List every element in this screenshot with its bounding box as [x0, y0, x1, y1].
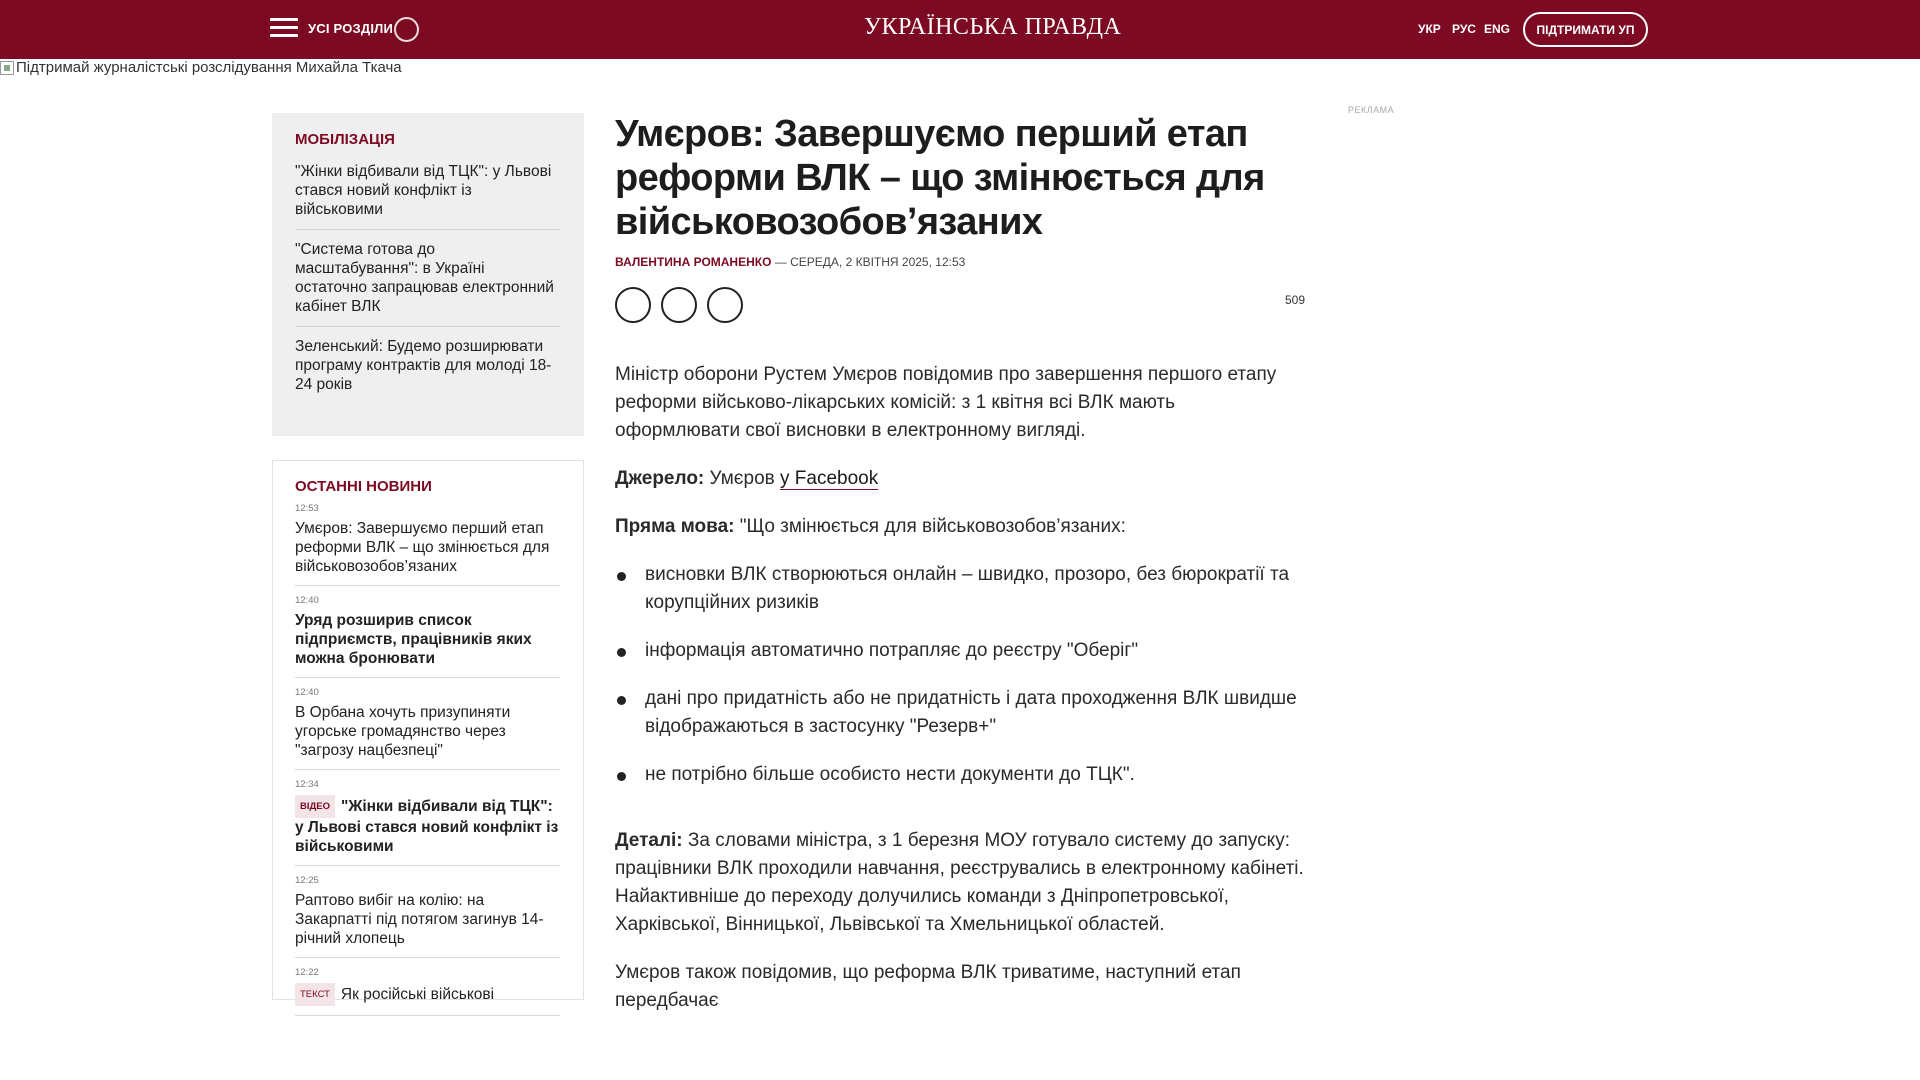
share-row [615, 287, 1305, 325]
article-headline: Умєров: Завершуємо перший етап реформи ВЛК – що змінюється для військовозобов’язаних [615, 113, 1265, 243]
news-time: 12:40 [295, 687, 319, 698]
news-headline-wrap[interactable] [295, 983, 560, 1006]
news-item[interactable] [295, 967, 560, 1016]
twitter-share-icon[interactable] [661, 287, 697, 323]
mobilization-item[interactable]: "Система готова до масштабування": в Україні остаточно запрацював електронний кабінет ВЛК [295, 240, 560, 327]
lang-rus[interactable]: РУС [1452, 22, 1476, 36]
details-text: За словами міністра, з 1 березня МОУ готувало систему до запуску: працівники ВЛК проходили навчання, реєструвались в електронному кабінеті. Найактивніше до переходу долучились команди з Дніпропетровської, Харківської, Вінницької, Львівської та Хмельницької областей. [615, 830, 1304, 935]
mobilization-box [272, 113, 584, 436]
article-paragraph: Міністр оборони Рустем Умєров повідомив про завершення першого етапу реформи військово-лікарських комісій: з 1 квітня всі ВЛК мають оформлювати свої висновки в електронному вигляді. [615, 364, 1277, 441]
details-paragraph [615, 827, 1305, 939]
cutoff-paragraph: Умєров також повідомив, що реформа ВЛК триватиме, наступний етап передбачає [615, 962, 1241, 1011]
menu-icon[interactable] [270, 18, 298, 40]
site-header [0, 0, 1920, 59]
view-count: 509 [1284, 293, 1305, 307]
text-tag: ТЕКСТ [295, 983, 335, 1006]
news-item[interactable] [295, 875, 560, 958]
news-headline[interactable]: "Жінки відбивали від ТЦК": у Львові стався новий конфлікт із військовими [295, 798, 559, 855]
news-headline[interactable]: Умєров: Завершуємо перший етап реформи ВЛК – що змінюється для військовозобов’язаних [295, 520, 550, 575]
byline [615, 255, 1305, 269]
broken-image-icon [0, 61, 14, 75]
news-time: 12:53 [295, 503, 319, 514]
quote-label: Пряма мова: [615, 516, 735, 537]
ad-label: РЕКЛАМА [1348, 105, 1395, 115]
quote-paragraph [615, 513, 1305, 541]
all-sections-link[interactable]: УСІ РОЗДІЛИ [308, 21, 393, 36]
news-headline[interactable]: Раптово вибіг на колію: на Закарпатті під потягом загинув 14-річний хлопець [295, 892, 544, 947]
latest-news-title[interactable]: ОСТАННІ НОВИНИ [295, 478, 432, 495]
facebook-link[interactable]: у Facebook [780, 468, 879, 489]
news-headline-wrap[interactable] [295, 795, 560, 856]
mobilization-item[interactable]: Зеленський: Будемо розширювати програму контрактів для молоді 18-24 років [295, 338, 552, 393]
quote-list [615, 561, 1305, 789]
quote-bullet: висновки ВЛК створюються онлайн – швидко, прозоро, без бюрократії та корупційних ризиків [615, 561, 1305, 617]
telegram-share-icon[interactable] [707, 287, 743, 323]
mobilization-title[interactable]: МОБІЛІЗАЦІЯ [295, 131, 395, 148]
site-logo[interactable]: УКРАЇНСЬКА ПРАВДА [864, 14, 1122, 40]
quote-text: "Що змінюється для військовозобов’язаних: [734, 516, 1126, 537]
video-tag: ВІДЕО [295, 795, 335, 818]
news-headline[interactable]: Як російські військові [340, 986, 495, 1003]
promo-banner[interactable] [0, 59, 402, 76]
support-button[interactable]: ПІДТРИМАТИ УП [1523, 12, 1648, 47]
promo-alt-text: Підтримай журналістські розслідування Михайла Ткача [16, 59, 402, 76]
quote-bullet: інформація автоматично потрапляє до реєстру "Оберіг" [615, 637, 1305, 665]
author-link[interactable]: ВАЛЕНТИНА РОМАНЕНКО [615, 255, 772, 269]
news-item[interactable] [295, 503, 560, 586]
lang-eng[interactable]: ENG [1484, 22, 1511, 36]
details-label: Деталі: [615, 830, 683, 851]
lang-ukr[interactable]: УКР [1418, 22, 1441, 36]
news-time: 12:22 [295, 967, 319, 978]
source-label: Джерело: [615, 468, 705, 489]
news-time: 12:40 [295, 595, 319, 606]
news-time: 12:34 [295, 779, 319, 790]
latest-news-box [272, 460, 584, 1003]
facebook-share-icon[interactable] [615, 287, 651, 323]
mobilization-item[interactable]: "Жінки відбивали від ТЦК": у Львові стався новий конфлікт із військовими [295, 162, 560, 230]
news-item[interactable] [295, 687, 560, 770]
news-item[interactable] [295, 779, 560, 866]
publish-date: — СЕРЕДА, 2 КВІТНЯ 2025, 12:53 [771, 255, 966, 269]
quote-bullet: не потрібно більше особисто нести документи до ТЦК". [615, 761, 1305, 789]
news-headline[interactable]: Уряд розширив список підприємств, працівників яких можна бронювати [295, 612, 532, 667]
article [615, 112, 1305, 1011]
source-paragraph [615, 465, 1305, 493]
news-time: 12:25 [295, 875, 319, 886]
search-icon[interactable] [394, 17, 419, 42]
news-item[interactable] [295, 595, 560, 678]
quote-bullet: дані про придатність або не придатність і дата проходження ВЛК швидше відображаються в застосунку "Резерв+" [615, 685, 1305, 741]
source-text: Умєров [704, 468, 781, 489]
news-headline[interactable]: В Орбана хочуть призупиняти угорське громадянство через "загрозу нацбезпеці" [295, 704, 511, 759]
